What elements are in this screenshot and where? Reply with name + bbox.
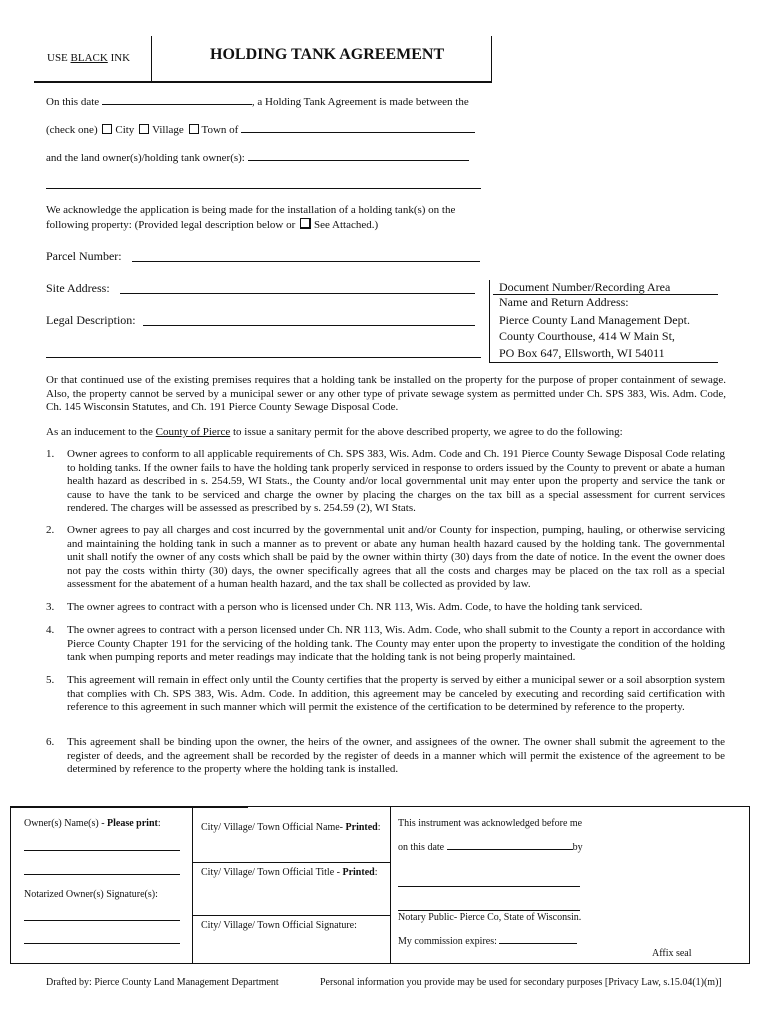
- owner-names-label: Owner(s) Name(s) - Please print:: [24, 818, 161, 829]
- legal-description-field-2[interactable]: [46, 357, 481, 358]
- containment-paragraph: Or that continued use of the existing premises requires that a holding tank be installed on the property for the purpose of proper containment of sewage. Also, the property cannot be served by a municipal sewer or any other type of private sewage system as permitted under Ch. SPS 383, Wis. Adm. Code, Ch. 145 Wisconsin Statutes, and Ch. 191 Pierce County Sewage Disposal Code.: [46, 374, 726, 414]
- site-address-field[interactable]: [120, 293, 475, 294]
- privacy-notice: Personal information you provide may be used for secondary purposes [Privacy Law, s.15.04(1)(m)]: [320, 977, 722, 988]
- village-checkbox[interactable]: [139, 124, 149, 134]
- official-title-field[interactable]: [192, 915, 390, 916]
- notarized-signature-label: Notarized Owner(s) Signature(s):: [24, 889, 158, 900]
- see-attached-checkbox[interactable]: [300, 218, 311, 229]
- intro-date-line: On this date , a Holding Tank Agreement is made between the: [46, 96, 469, 108]
- item-number: 4.: [46, 624, 55, 636]
- legal-description-field[interactable]: [143, 325, 475, 326]
- owner-names-field[interactable]: [248, 160, 469, 161]
- owner-signature-field-1[interactable]: [24, 920, 180, 921]
- owner-signature-field-2[interactable]: [24, 943, 180, 944]
- ack-line-2: following property: (Provided legal description below or See Attached.): [46, 219, 379, 231]
- town-name-field[interactable]: [241, 132, 475, 133]
- municipality-line: (check one) City Village Town of: [46, 124, 475, 136]
- affix-seal-label: Affix seal: [652, 948, 692, 959]
- drafted-by: Drafted by: Pierce County Land Management Department: [46, 977, 279, 988]
- agreement-item: This agreement will remain in effect only until the County certifies that the property is served by either a municipal sewer or a soil absorption system that complies with Ch. SPS 383, Wis. Adm. Code. In addition, this agreement may be canceled by executing and recording said certification with reference to this agreement in such manner which will permit the existence of the certification to be determined by reference to the property.: [67, 674, 725, 714]
- return-address-label: Name and Return Address:: [499, 295, 629, 309]
- signature-top-rule: [10, 806, 248, 808]
- acknowledged-by-field[interactable]: [398, 886, 580, 887]
- agreement-item: The owner agrees to contract with a person who is licensed under Ch. NR 113, Wis. Adm. Code, to have the holding tank serviced.: [67, 601, 643, 613]
- agreement-item: Owner agrees to pay all charges and cost incurred by the governmental unit and/or County for inspection, pumping, hauling, or otherwise servicing and maintaining the holding tank in such a manner as to prevent or abate any human health hazard caused by the holding tank. The governmental unit shall notify the owner of any costs which shall be paid by the owner within thirty (30) days from the date of notice. In the event the owner does not pay the costs within thirty (30) days, the owner specifically agrees that all the costs and charges may be placed on the tax roll as a special assessment for the abatement of a human health hazard, and the tax shall be collected as provided by law.: [67, 524, 725, 591]
- owner-names-field-2[interactable]: [46, 188, 481, 189]
- return-address-line-1: Pierce County Land Management Dept.: [499, 313, 690, 327]
- item-number: 3.: [46, 601, 55, 613]
- recording-area-border: [489, 280, 490, 363]
- agreement-item: This agreement shall be binding upon the owner, the heirs of the owner, and assignees of the owner. The owner shall submit the agreement to the register of deeds, and the agreement shall be recorded by the register of deeds in a manner which will permit the existence of the agreement to be determined by reference to the property where the holding tank is installed.: [67, 736, 725, 776]
- official-name-label: City/ Village/ Town Official Name- Printed:: [201, 822, 381, 833]
- header-rule: [34, 81, 492, 83]
- signature-divider-1: [192, 806, 193, 963]
- acknowledgement-date-field[interactable]: [447, 849, 573, 850]
- notary-public-label: Notary Public- Pierce Co, State of Wisconsin.: [398, 912, 582, 923]
- commission-expires-field[interactable]: [499, 943, 577, 944]
- ack-line-1: We acknowledge the application is being made for the installation of a holding tank(s) on the: [46, 204, 456, 216]
- recording-area-heading: Document Number/Recording Area: [499, 280, 671, 294]
- legal-description-label: Legal Description:: [46, 313, 136, 327]
- owner-name-field-1[interactable]: [24, 850, 180, 851]
- owner-line: and the land owner(s)/holding tank owner(s):: [46, 152, 469, 164]
- agreement-item: The owner agrees to contract with a person licensed under Ch. NR 113, Wis. Adm. Code, who shall submit to the County a report in accordance with Pierce County Chapter 191 for the servicing of the holding tank. The County may enter upon the property to investigate the condition of the holding tank when pumping reports and meter readings may indicate that the holding tank is not being properly maintained.: [67, 624, 725, 664]
- town-checkbox[interactable]: [189, 124, 199, 134]
- item-number: 5.: [46, 674, 55, 686]
- header-divider: [151, 36, 152, 82]
- return-address-line-3: PO Box 647, Ellsworth, WI 54011: [499, 346, 665, 360]
- item-number: 1.: [46, 448, 55, 460]
- recording-area-bottom: [489, 362, 718, 363]
- page-title: HOLDING TANK AGREEMENT: [210, 46, 445, 63]
- ink-instruction: USE BLACK INK: [47, 52, 131, 64]
- item-number: 6.: [46, 736, 55, 748]
- owner-name-field-2[interactable]: [24, 874, 180, 875]
- site-address-label: Site Address:: [46, 281, 110, 295]
- parcel-number-field[interactable]: [132, 261, 480, 262]
- return-address-line-2: County Courthouse, 414 W Main St,: [499, 329, 675, 343]
- parcel-label: Parcel Number:: [46, 249, 122, 263]
- signature-divider-2: [390, 806, 391, 963]
- official-signature-label: City/ Village/ Town Official Signature:: [201, 920, 357, 931]
- notary-signature-field[interactable]: [398, 910, 580, 911]
- agreement-date-field[interactable]: [102, 104, 252, 105]
- agreement-item: Owner agrees to conform to all applicable requirements of Ch. SPS 383, Wis. Adm. Code and Ch. 191 Pierce County Sewage Disposal Code relating to holding tanks. If the owner fails to have the holding tank properly serviced in response to orders issued by the County to prevent or abate a human health hazard as described in s. 254.59, WI Stats., the County and/or local governmental unit may enter upon the property and service the tank or cause to have the tank to be serviced and charge the owner by placing the charges on the tax bill as a special assessment for current services rendered. The charges will be assessed as prescribed by s. 254.59 (2), WI Stats.: [67, 448, 725, 515]
- inducement-paragraph: As an inducement to the County of Pierce to issue a sanitary permit for the above described property, we agree to do the following:: [46, 426, 623, 438]
- official-name-field[interactable]: [192, 862, 390, 863]
- city-checkbox[interactable]: [102, 124, 112, 134]
- acknowledgement-date-line: on this date by: [398, 842, 583, 853]
- commission-expires-line: My commission expires:: [398, 936, 577, 947]
- official-title-label: City/ Village/ Town Official Title - Printed:: [201, 867, 378, 878]
- acknowledgement-text: This instrument was acknowledged before me: [398, 818, 583, 829]
- header-right-border: [491, 36, 492, 82]
- item-number: 2.: [46, 524, 55, 536]
